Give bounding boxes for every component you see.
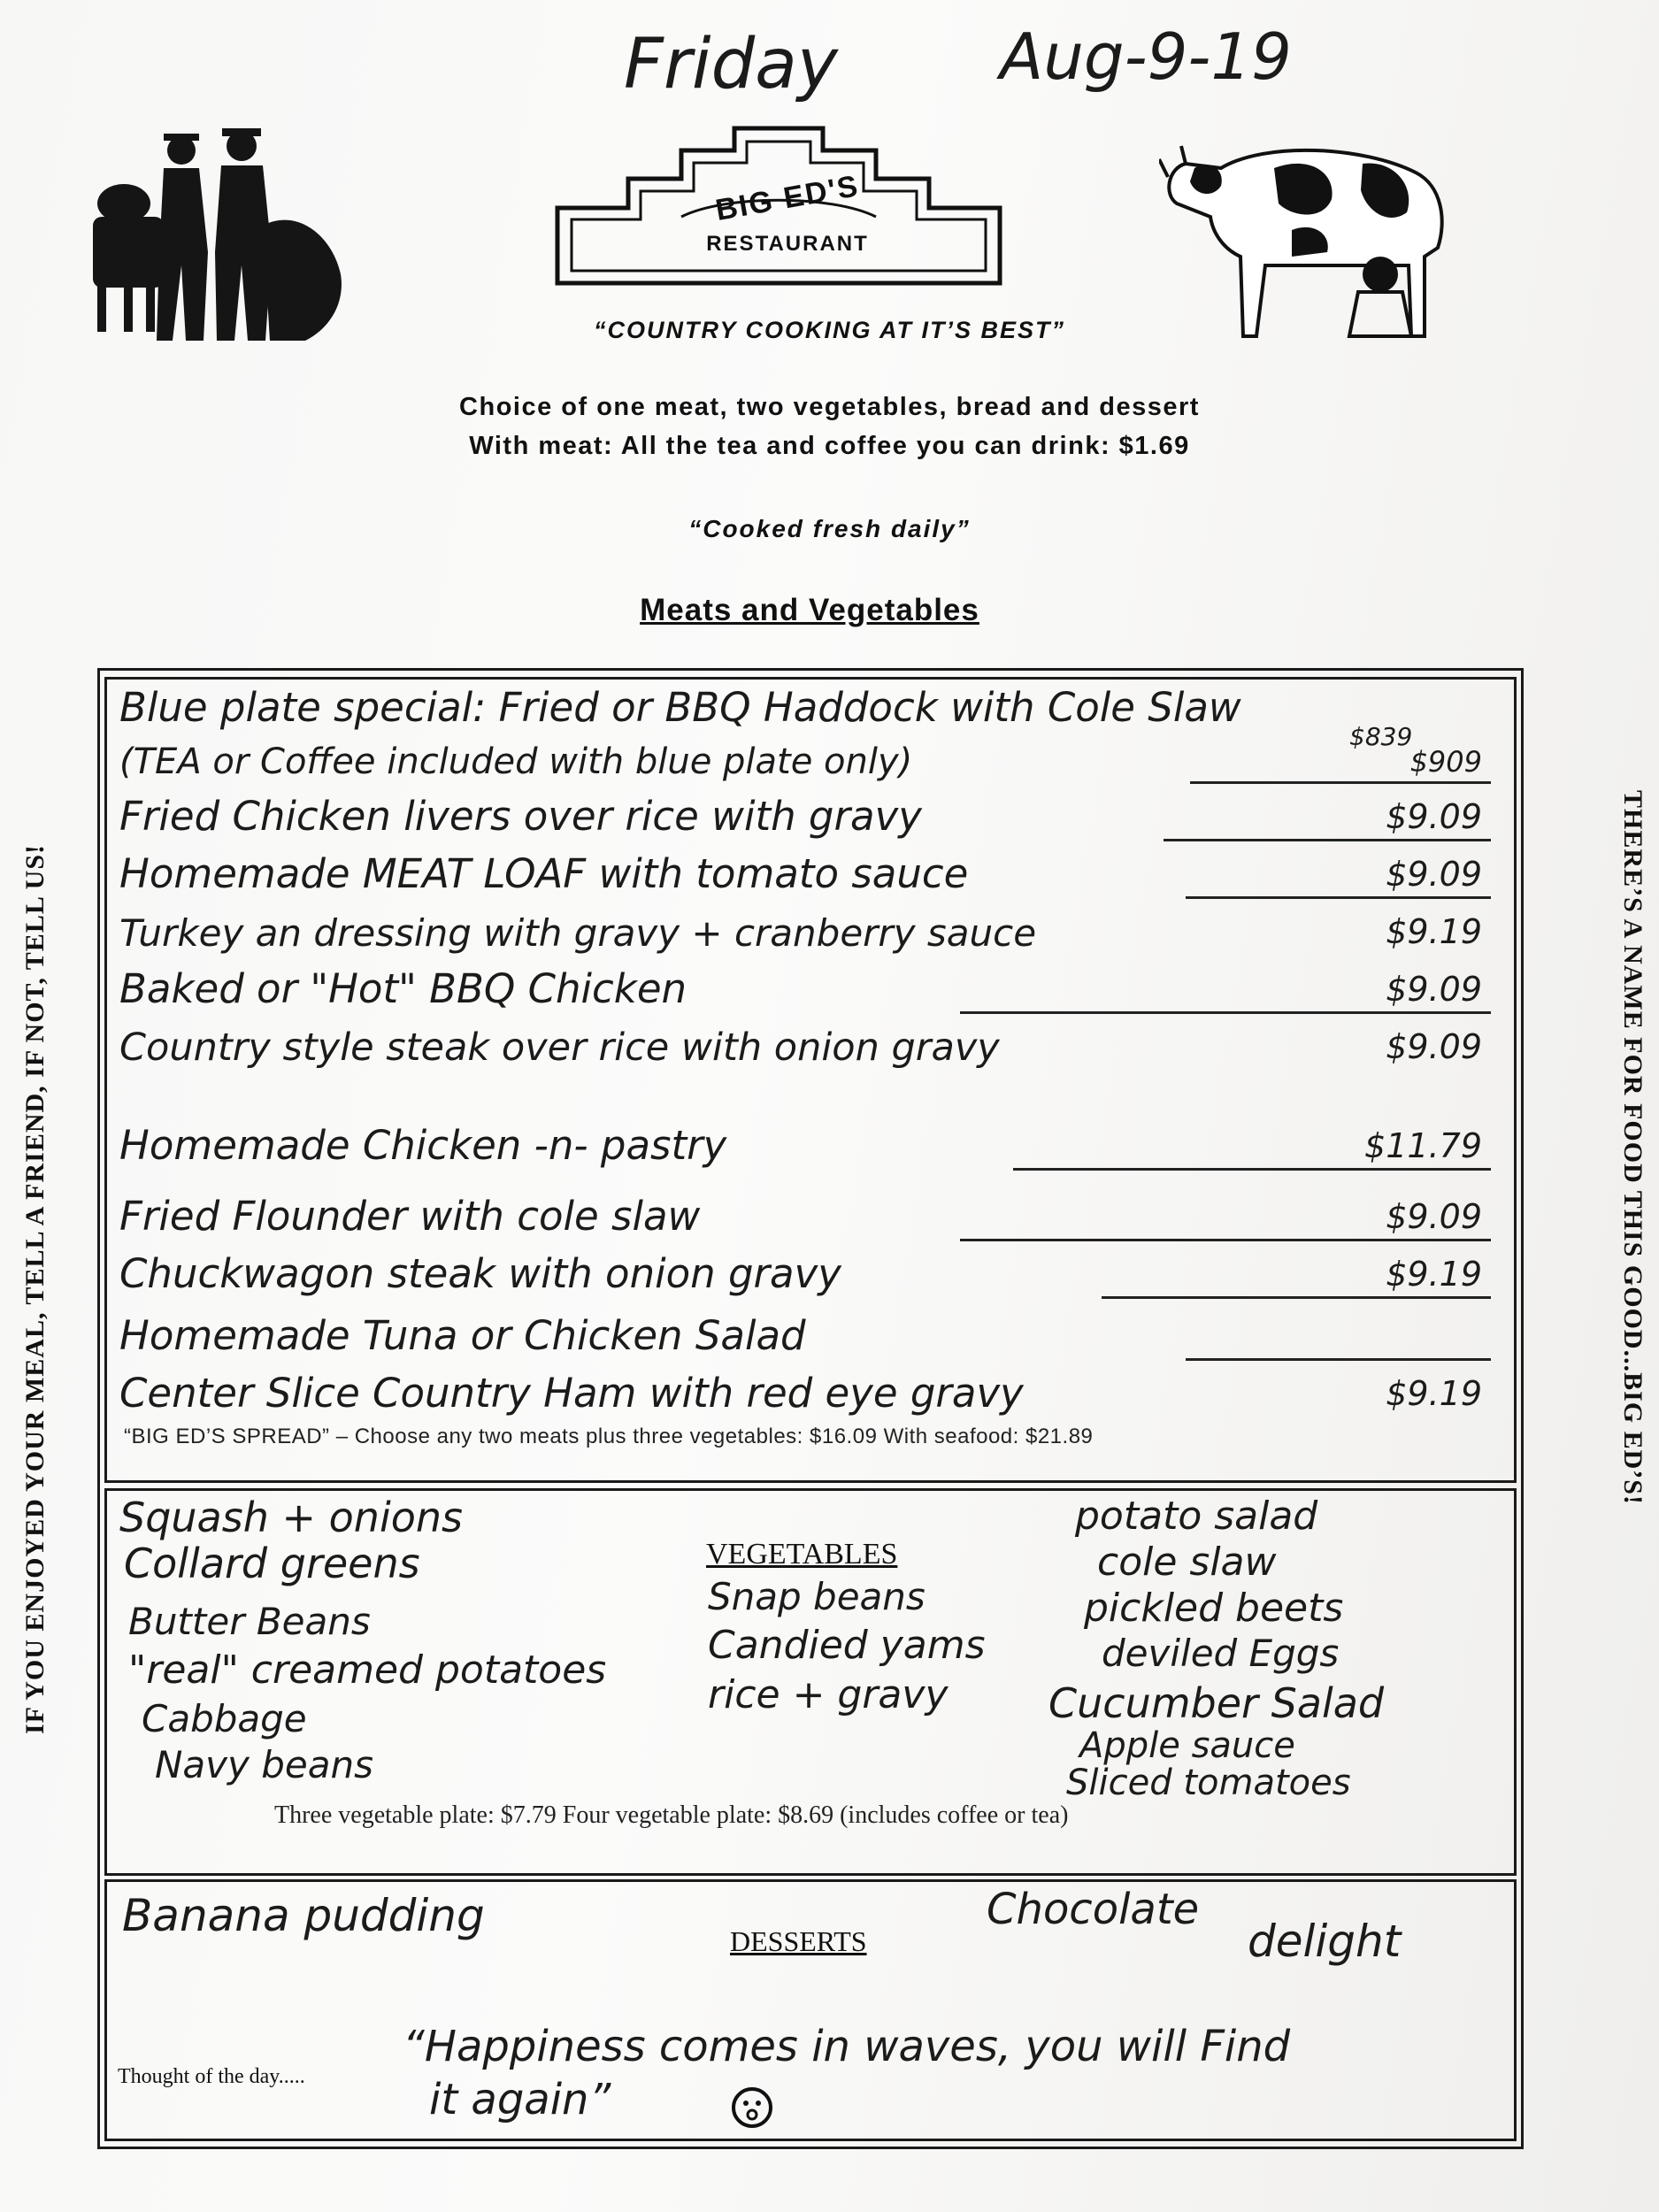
meat-name: Fried Chicken livers over rice with gravy [119, 793, 922, 840]
meat-item [119, 905, 1500, 956]
meat-item [119, 1248, 1500, 1299]
meat-price: $11.79 [1364, 1126, 1482, 1165]
veg-item: Butter Beans [128, 1600, 371, 1643]
drink-price-text: With meat: All the tea and coffee you can drink: $1.69 [469, 432, 1190, 460]
price-line [1013, 1168, 1491, 1171]
thought-label: Thought of the day..... [118, 2065, 305, 2088]
meat-price: $9.09 [1386, 1027, 1482, 1066]
veg-item: rice + gravy [708, 1672, 949, 1717]
logo-name: BIG ED'S [712, 169, 862, 227]
meat-name: (TEA or Coffee included with blue plate only) [119, 741, 913, 782]
thought-line-2: it again” [429, 2075, 611, 2124]
meat-item [119, 1119, 1500, 1171]
meat-name: Chuckwagon steak with onion gravy [119, 1250, 841, 1297]
meat-name: Baked or "Hot" BBQ Chicken [119, 965, 687, 1012]
veg-item: Sliced tomatoes [1066, 1763, 1351, 1803]
veg-item: Apple sauce [1079, 1725, 1295, 1766]
veg-item: Navy beans [155, 1743, 373, 1786]
meat-item [119, 790, 1500, 841]
meat-price: $9.09 [1386, 855, 1482, 894]
meat-price: $9.19 [1386, 1374, 1482, 1413]
meal-choice-text: Choice of one meat, two vegetables, bread and dessert [459, 393, 1200, 421]
veg-item: pickled beets [1084, 1586, 1344, 1631]
meat-item [119, 733, 1500, 784]
meat-price: $9.19 [1386, 912, 1482, 951]
dessert-item: delight [1248, 1916, 1402, 1967]
meat-name: Blue plate special: Fried or BBQ Haddock with Cole Slaw [119, 684, 1241, 731]
meat-price: $9.09 [1386, 970, 1482, 1009]
dessert-item: Banana pudding [122, 1890, 485, 1941]
meat-item [119, 1020, 1500, 1071]
vegetables-heading: VEGETABLES [706, 1538, 898, 1571]
blue-plate-price: $839 [1349, 722, 1413, 751]
meat-item [119, 681, 1500, 733]
price-line [960, 1239, 1491, 1241]
price-line [1164, 839, 1491, 841]
section-title: Meats and Vegetables [640, 593, 979, 627]
side-slogan-right: THERE’S A NAME FOR FOOD THIS GOOD...BIG ED’S! [1618, 790, 1647, 1505]
meat-name: Homemade MEAT LOAF with tomato sauce [119, 850, 969, 897]
meat-item [119, 848, 1500, 899]
meat-name: Country style steak over rice with onion gravy [119, 1025, 1000, 1070]
meat-item [119, 1367, 1500, 1418]
meat-price: $9.19 [1386, 1255, 1482, 1294]
side-slogan-left: IF YOU ENJOYED YOUR MEAL, TELL A FRIEND, IF NOT, TELL US! [20, 843, 50, 1735]
meat-name: Homemade Chicken -n- pastry [119, 1122, 727, 1169]
price-line [1186, 1358, 1491, 1361]
smiley-icon [730, 2085, 774, 2130]
meat-name: Fried Flounder with cole slaw [119, 1193, 701, 1240]
meat-item [119, 1310, 1500, 1361]
meat-name: Homemade Tuna or Chicken Salad [119, 1312, 806, 1359]
tagline: “COUNTRY COOKING AT IT’S BEST” [593, 317, 1066, 343]
veg-item: Cucumber Salad [1048, 1679, 1385, 1727]
desserts-heading: DESSERTS [730, 1925, 867, 1957]
menu-date: Aug-9-19 [1000, 19, 1292, 94]
meat-item [119, 963, 1500, 1014]
veg-item: Collard greens [124, 1540, 420, 1587]
meat-price: $9.09 [1386, 1197, 1482, 1236]
meat-name: Turkey an dressing with gravy + cranberry sauce [119, 911, 1037, 955]
big-eds-spread-text: “BIG ED’S SPREAD” – Choose any two meats plus three vegetables: $16.09 With seafood: $21.89 [124, 1425, 1094, 1448]
veg-item: "real" creamed potatoes [128, 1647, 607, 1693]
veg-item: Cabbage [142, 1697, 307, 1740]
veg-item: potato salad [1075, 1494, 1318, 1539]
meat-item [119, 1190, 1500, 1241]
veg-item: Squash + onions [119, 1494, 463, 1541]
veg-item: Candied yams [708, 1623, 986, 1668]
price-line [1102, 1296, 1491, 1299]
meat-price: $909 [1409, 745, 1482, 779]
menu-day: Friday [624, 25, 839, 104]
veg-item: Snap beans [708, 1575, 926, 1618]
dessert-item: Chocolate [987, 1885, 1200, 1934]
cooked-fresh-text: “Cooked fresh daily” [688, 515, 971, 542]
price-line [1186, 896, 1491, 899]
thought-line-1: “Happiness comes in waves, you will Find [403, 2022, 1291, 2071]
veg-item: deviled Eggs [1102, 1632, 1340, 1675]
veg-item: cole slaw [1097, 1540, 1277, 1585]
price-line [1190, 781, 1491, 784]
meat-price: $9.09 [1386, 797, 1482, 836]
price-line [960, 1011, 1491, 1014]
meat-name: Center Slice Country Ham with red eye gravy [119, 1370, 1024, 1417]
vegetable-plate-prices: Three vegetable plate: $7.79 Four vegetable plate: $8.69 (includes coffee or tea) [274, 1801, 1069, 1829]
logo-subtitle: RESTAURANT [706, 232, 869, 256]
